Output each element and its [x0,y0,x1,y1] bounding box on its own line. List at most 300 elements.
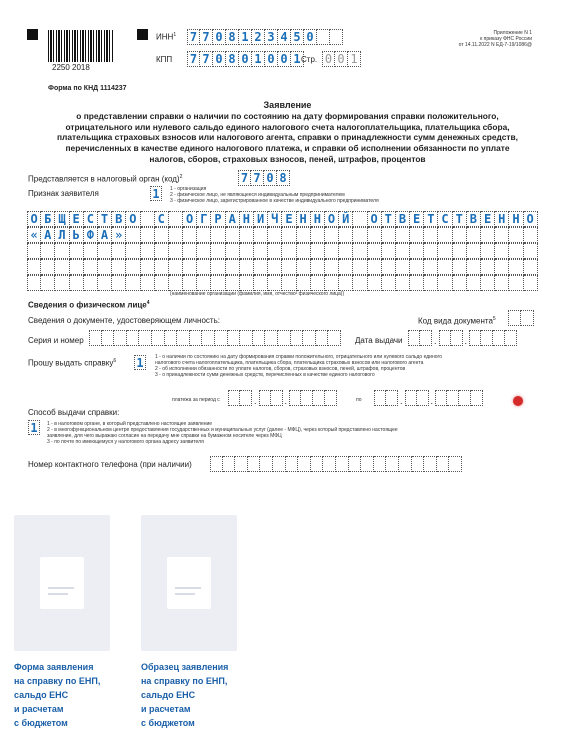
date-cell [451,330,463,346]
org-name-cell [424,259,438,275]
org-name-cell [55,275,69,291]
org-name-cell [240,243,254,259]
document-icon [167,557,211,609]
phone-cell [286,456,299,472]
barcode [48,30,114,62]
org-name-cell [524,243,538,259]
download-card-form[interactable] [14,515,110,651]
org-name-cell [70,243,84,259]
series-label: Серия и номер [28,336,84,345]
org-name-row [27,211,538,227]
series-cell [165,330,178,346]
org-name-cell [112,259,126,275]
org-name-cell [268,275,282,291]
corner-marker [27,29,38,40]
org-name-cell: О [126,211,140,227]
phone-cell [235,456,248,472]
org-name-cell: Н [297,211,311,227]
org-name-cell [197,243,211,259]
kpp-digit: 1 [252,51,265,67]
page-cells [322,51,361,67]
org-name-cell: И [254,211,268,227]
phone-cells[interactable] [210,456,462,472]
date-cell [405,390,417,406]
org-name-cell [410,227,424,243]
org-name-cell [438,243,452,259]
org-name-cell [141,227,155,243]
date-cell [325,390,337,406]
phone-cell [424,456,437,472]
person-heading: Сведения о физическом лице$^4$ [28,300,150,310]
tax-digit: 8 [277,170,290,186]
tax-authority-label: Представляется в налоговый орган (код)$^2$ [28,174,183,184]
series-cell [316,330,329,346]
series-cell [265,330,278,346]
org-name-cell [467,275,481,291]
download-link-form[interactable]: Форма заявления на справку по ЕНП, сальдо ЕНС и расчетам с бюджетом [14,662,101,728]
phone-cell [248,456,261,472]
org-name-cell: Й [339,211,353,227]
phone-cell [273,456,286,472]
org-name-cell: В [112,211,126,227]
org-name-cell [240,275,254,291]
inn-digit: 7 [187,29,200,45]
org-name-cell [311,243,325,259]
date-cell [259,390,271,406]
org-name-cell [438,227,452,243]
org-name-cell [509,227,523,243]
phone-cell [336,456,349,472]
series-cell [215,330,228,346]
org-name-cell [382,259,396,275]
org-name-cell: Т [424,211,438,227]
request-options: 1 - о наличии по состоянию на дату формирования справки положительного, отрицательного или нулевого сальдо единого налогового счета налогоплательщика, плательщика сбора, плательщика страховых взносов или налогового агента 2 - об исполнении обязанности по уплате налогов, сборов, страховых взносов, пеней, штрафов, процентов 3 - о принадлежности сумм денежных средств, перечисленных в качестве единого налогового [155,354,442,378]
org-name-cell [41,275,55,291]
phone-cell [412,456,425,472]
date-separator: . [464,336,468,346]
org-name-cell [268,227,282,243]
period-to[interactable] [374,390,483,406]
phone-cell [349,456,362,472]
org-name-cell [453,275,467,291]
org-name-cell: О [325,211,339,227]
org-name-cell: Р [211,211,225,227]
org-name-cell: Ч [268,211,282,227]
org-name-cell [27,259,41,275]
org-name-cell [339,243,353,259]
phone-cell [437,456,450,472]
doc-code-cells[interactable] [508,310,534,326]
date-cell [459,390,471,406]
doc-code-cell [521,310,534,326]
org-name-cell [311,275,325,291]
kpp-cells [187,51,304,67]
org-name-cell: А [98,227,112,243]
org-name-cell [169,259,183,275]
org-name-cell [197,275,211,291]
org-name-cell [155,259,169,275]
org-name-cell [339,227,353,243]
phone-cell [210,456,223,472]
series-cell [228,330,241,346]
kpp-digit: 8 [226,51,239,67]
org-name-cell [155,275,169,291]
org-name-cell [211,243,225,259]
org-name-cell [254,259,268,275]
org-name-cell [126,227,140,243]
org-name-cell: О [27,211,41,227]
series-cell [177,330,190,346]
org-name-cell [55,259,69,275]
phone-cell [449,456,462,472]
org-name-cell [453,259,467,275]
org-name-cell [27,243,41,259]
org-name-cell [70,275,84,291]
org-name-cell [495,243,509,259]
date-cell [271,390,283,406]
org-name-cell [254,275,268,291]
doc-code-label: Код вида документа$^5$ [418,316,496,326]
org-name-cell: О [524,211,538,227]
inn-digit: 3 [265,29,278,45]
period-from[interactable] [228,390,337,406]
date-cell [481,330,493,346]
delivery-label: Способ выдачи справки: [28,408,120,417]
phone-cell [223,456,236,472]
applicant-value: 1 [150,186,162,201]
phone-cell [311,456,324,472]
org-name-cell: В [467,211,481,227]
org-name-cell: Т [453,211,467,227]
org-name-row [27,243,538,259]
org-name-cell [240,227,254,243]
series-cell [114,330,127,346]
inn-digit [317,29,330,45]
org-name-cell: Е [410,211,424,227]
delivery-options: 1 - в налоговом органе, в который представлено настоящее заявление 2 - в многофункциональном центре предоставления государственных и муниципальных услуг (далее - МФЦ), через который представлено настоящее заявление, для чего выражаю согласие на передачу мне справки на бумажном носителе через МФЦ 3 - по почте по имеющемуся у налогового органа адресу заявителя [47,421,398,445]
org-name-row [27,275,538,291]
phone-cell [374,456,387,472]
series-cell [127,330,140,346]
inn-digit: 1 [239,29,252,45]
org-name-cell [126,243,140,259]
org-name-cell [396,243,410,259]
org-name-cell [226,275,240,291]
org-name-cell [481,243,495,259]
kpp-digit: 0 [278,51,291,67]
org-name-cell [481,275,495,291]
org-name-cell [325,243,339,259]
series-cell [139,330,152,346]
request-cell[interactable] [134,355,146,370]
org-name-cell [410,259,424,275]
org-name-cell [396,227,410,243]
org-name-cell [268,259,282,275]
org-name-cell: Л [55,227,69,243]
org-name-cell [84,259,98,275]
org-name-cell [126,275,140,291]
period-to-label: по [356,397,362,403]
org-name-cell [382,275,396,291]
org-name-cell [282,227,296,243]
page-digit: 0 [322,51,335,67]
org-name-cell [197,259,211,275]
org-name-cell [495,227,509,243]
org-name-cell [41,243,55,259]
org-name-cell [141,259,155,275]
org-name-cell [453,227,467,243]
org-name-cell: Щ [55,211,69,227]
org-name-cell [211,275,225,291]
phone-cell [323,456,336,472]
inn-digit: 0 [304,29,317,45]
org-name-cell: В [396,211,410,227]
org-name-cell [467,243,481,259]
org-name-cell [353,243,367,259]
org-name-cell [70,259,84,275]
org-name-cell [467,259,481,275]
kpp-digit: 1 [291,51,304,67]
issue-date-label: Дата выдачи [355,336,403,345]
org-name-cell [169,275,183,291]
org-name-cell [396,275,410,291]
org-name-cell [353,275,367,291]
org-name-caption: (наименование организации (фамилия, имя, отчество³ физического лица)) [170,291,345,297]
series-cell [253,330,266,346]
org-name-cell [509,243,523,259]
inn-cells [187,29,343,45]
kpp-digit: 0 [265,51,278,67]
date-cell [408,330,420,346]
org-name-cell [438,259,452,275]
inn-label: ИНН$^1$ [156,32,177,42]
org-name-cell [368,275,382,291]
document-icon [40,557,84,609]
org-name-cell [524,275,538,291]
org-name-cell: Е [481,211,495,227]
org-name-cell [297,243,311,259]
form-title: Заявление о представлении справки о наличии по состоянию на дату формирования справки положительного, отрицательного или нулевого сальдо единого налогового счета налогоплательщика, плательщика сбора, плательщика страховых взносов или налогового агента, справки о принадлежности сумм денежных средств, перечисленных в качестве единого налогового платежа, и справки об исполнении обязанности по уплате налогов, сборов, страховых взносов, пеней, штрафов, процентов [57,100,518,164]
date-cell [417,390,429,406]
date-cell [435,390,447,406]
org-name-cell [424,227,438,243]
org-name-cell [211,259,225,275]
org-name-cell [197,227,211,243]
org-name-cell: С [155,211,169,227]
org-name-cell [368,227,382,243]
org-name-cell [226,259,240,275]
org-name-cell: Т [382,211,396,227]
org-name-cell [368,243,382,259]
org-name-cell [353,211,367,227]
org-name-cell [368,259,382,275]
kpp-digit: 7 [200,51,213,67]
org-name-cell [141,211,155,227]
org-name-cell [524,259,538,275]
date-cell [289,390,301,406]
series-cell [240,330,253,346]
date-separator: . [434,336,437,346]
series-cell [102,330,115,346]
doc-label: Сведения о документе, удостоверяющем личность: [28,316,220,325]
date-separator: . [284,396,288,406]
org-name-cell [282,243,296,259]
doc-code-cell [508,310,521,326]
org-name-cell [339,259,353,275]
org-name-cell [282,275,296,291]
series-cells[interactable] [89,330,341,346]
org-name-cell: « [27,227,41,243]
org-name-cell [268,243,282,259]
date-separator: . [254,396,257,406]
kpp-digit: 0 [239,51,252,67]
barcode-number: 2250 2018 [52,63,90,72]
org-name-cell [169,211,183,227]
org-name-cell [98,243,112,259]
org-name-cell [155,227,169,243]
org-name-cell [297,275,311,291]
org-name-cell [183,243,197,259]
series-cell [278,330,291,346]
org-name-cell [112,243,126,259]
org-name-cell [509,259,523,275]
date-cell [301,390,313,406]
org-name-cell [84,243,98,259]
org-name-cell [410,243,424,259]
org-name-cell: С [84,211,98,227]
org-name-cell [509,275,523,291]
org-name-cell [297,259,311,275]
delivery-cell[interactable] [28,420,40,435]
org-name-cell [481,227,495,243]
org-name-cell [524,227,538,243]
date-cell [386,390,398,406]
date-cell [313,390,325,406]
org-name-cell [353,259,367,275]
series-cell [152,330,165,346]
kpp-digit: 7 [187,51,200,67]
org-name-cell [254,227,268,243]
tax-digit: 7 [238,170,251,186]
inn-marker [137,29,148,40]
kpp-label: КПП [156,55,173,64]
org-name-cell: Ь [70,227,84,243]
inn-digit: 4 [278,29,291,45]
date-cell [493,330,505,346]
org-name-cell [282,259,296,275]
org-name-cell [453,243,467,259]
phone-cell [399,456,412,472]
period-label: платежа за период с [172,397,220,403]
page-label: Стр. [301,55,318,64]
org-name-cell [467,227,481,243]
org-name-cell: Б [41,211,55,227]
org-name-cell [169,243,183,259]
org-name-row [27,259,538,275]
org-name-cell [141,243,155,259]
page-digit: 1 [348,51,361,67]
date-cell [420,330,432,346]
org-name-cell [382,243,396,259]
org-name-cell: Г [197,211,211,227]
inn-digit: 0 [213,29,226,45]
org-name-cell [226,243,240,259]
issue-date-cells[interactable] [408,330,517,346]
org-name-cell [410,275,424,291]
applicant-cell[interactable] [150,186,162,201]
phone-cell [386,456,399,472]
org-name-cell [297,227,311,243]
inn-digit: 8 [226,29,239,45]
series-cell [89,330,102,346]
org-name-cell: А [41,227,55,243]
org-name-cell [325,275,339,291]
org-name-cell: Н [495,211,509,227]
phone-cell [298,456,311,472]
org-name-cell [424,275,438,291]
inn-digit [330,29,343,45]
org-name-cell [98,275,112,291]
org-name-cell: О [368,211,382,227]
org-name-cell [169,227,183,243]
inn-digit: 2 [252,29,265,45]
page-digit: 0 [335,51,348,67]
org-name-cell [98,259,112,275]
download-card-sample[interactable] [141,515,237,651]
org-name-grid[interactable] [27,211,538,291]
org-name-cell [311,259,325,275]
series-cell [328,330,341,346]
date-cell [505,330,517,346]
org-name-cell [155,243,169,259]
org-name-cell: Н [240,211,254,227]
org-name-cell [84,275,98,291]
org-name-cell [211,227,225,243]
request-value: 1 [134,355,146,370]
org-name-cell [311,227,325,243]
date-cell [439,330,451,346]
kpp-digit: 0 [213,51,226,67]
org-name-cell [112,275,126,291]
org-name-cell [41,259,55,275]
delivery-value: 1 [28,420,40,435]
org-name-cell [226,227,240,243]
org-name-cell [495,259,509,275]
org-name-cell: Н [311,211,325,227]
series-cell [303,330,316,346]
date-cell [374,390,386,406]
applicant-options: 1 - организация 2 - физическое лицо, не являющееся индивидуальным предпринимателем 3 - физическое лицо, зарегистрированное в качестве индивидуального предпринимателя [170,186,379,204]
date-cell [228,390,240,406]
tax-digit: 7 [251,170,264,186]
phone-label: Номер контактного телефона (при наличии) [28,460,192,469]
form-code: Форма по КНД 1114237 [48,85,127,92]
org-name-cell [240,259,254,275]
org-name-cell [126,259,140,275]
org-name-cell: Т [98,211,112,227]
org-name-cell [254,243,268,259]
org-name-cell [438,275,452,291]
org-name-cell [339,275,353,291]
org-name-cell: Е [70,211,84,227]
download-link-sample[interactable]: Образец заявления на справку по ЕНП, сальдо ЕНС и расчетам с бюджетом [141,662,229,728]
org-name-cell [325,227,339,243]
org-name-cell [55,243,69,259]
date-separator: . [430,396,434,406]
org-name-row [27,227,538,243]
appendix: Приложение N 1 к приказу ФНС России от 14.11.2022 N ЕД-7-19/1086@ [458,30,532,48]
tax-authority-cells [238,170,290,186]
